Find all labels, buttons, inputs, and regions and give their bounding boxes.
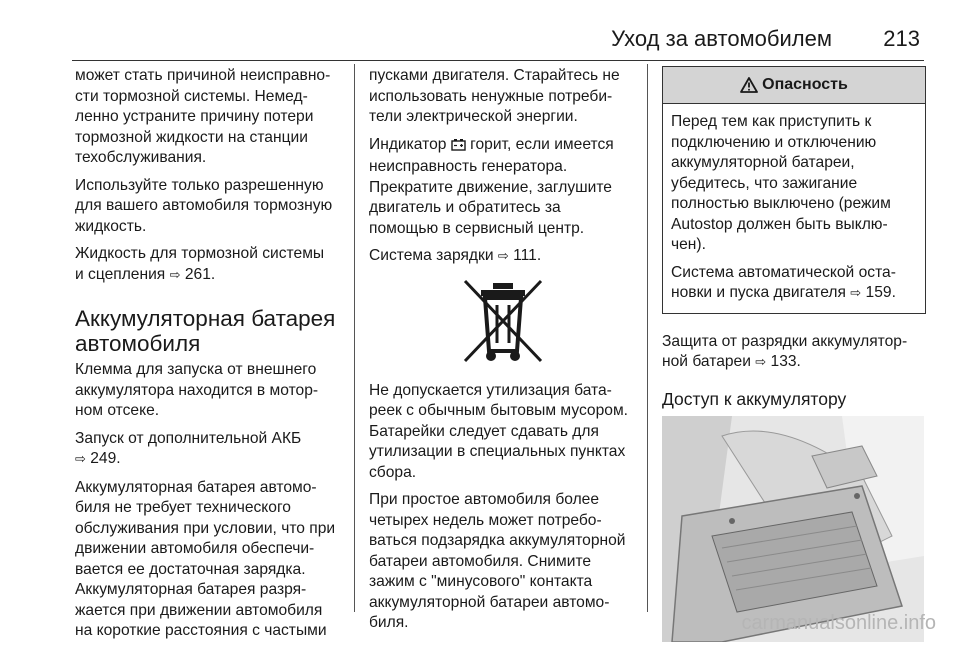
page-reference-link[interactable]: 249. (90, 450, 121, 467)
ref-arrow-icon: ⇨ (497, 249, 509, 264)
page-header (72, 22, 924, 61)
page-reference-link[interactable]: 159. (865, 284, 896, 301)
watermark: carmanualsonline.info (741, 612, 936, 634)
paragraph: Жидкость для тормозной системы и сцепления ⇨ 261. (75, 245, 325, 283)
paragraph: Система зарядки ⇨ 111. (369, 247, 542, 264)
page-number: 213 (883, 26, 920, 51)
page-reference-link[interactable]: 111. (513, 247, 542, 264)
battery-access-photo (662, 416, 924, 642)
paragraph: пусками двигателя. Старайтесь не использовать ненужные потреби- тели электрической энергии. (369, 67, 620, 125)
column-2 (369, 66, 637, 641)
paragraph: Перед тем как приступить к подключению и отключению аккумуляторной батареи, убедитесь, что зажигание полностью выключено (режим Autostop должен быть выклю- чен). (671, 113, 891, 253)
paragraph: Запуск от дополнительной АКБ ⇨ 249. (75, 429, 302, 467)
ref-arrow-icon: ⇨ (755, 355, 767, 370)
column-divider-1 (354, 64, 355, 612)
paragraph: может стать причиной неисправно- сти тормозной системы. Немед- ленно устраните причину потери тормозной жидкости на станции техобслуживания. (75, 67, 331, 166)
paragraph: Индикатор горит, если имеется неисправность генератора. Прекратите движение, заглушите двигатель и обратитесь за помощью в сервисный центр. (369, 135, 614, 237)
paragraph: Используйте только разрешенную для вашего автомобиля тормозную жидкость. (75, 176, 333, 235)
column-1 (75, 66, 345, 649)
paragraph: Защита от разрядки аккумулятор- ной батареи ⇨ 133. (662, 332, 908, 370)
paragraph: Система автоматической оста- новки и пуска двигателя ⇨ 159. (671, 263, 896, 301)
ref-arrow-icon: ⇨ (169, 267, 181, 283)
warning-box (662, 66, 926, 314)
ref-arrow-icon: ⇨ (850, 286, 862, 301)
paragraph: Не допускается утилизация бата- реек с обычным бытовым мусором. Батарейки следует сдавать для утилизации в специальных пунктах сбора. (369, 381, 628, 481)
paragraph: При простое автомобиля более четырех недель может потребо- ваться подзарядка аккумуляторной батареи автомобиля. Снимите зажим с "минусового" контакта аккумуляторной батареи автомо- биля. (369, 491, 626, 631)
ref-arrow-icon: ⇨ (75, 452, 86, 467)
crossed-bin-icon (457, 275, 549, 367)
page-reference-link[interactable]: 133. (770, 353, 801, 370)
warning-triangle-icon (740, 77, 758, 93)
recycle-symbol (369, 275, 637, 367)
battery-icon (451, 137, 466, 158)
page-reference-link[interactable]: 261. (184, 265, 216, 283)
paragraph: Клемма для запуска от внешнего аккумулятора находится в мотор- ном отсеке. (75, 361, 319, 419)
warning-body (663, 104, 925, 313)
subsection-heading: Доступ к аккумулятору (662, 388, 847, 409)
column-divider-2 (647, 64, 648, 612)
paragraph: Аккумуляторная батарея автомо- биля не требует технического обслуживания при условии, что при движении автомобиля обеспечи- вается ее достаточная зарядка. Аккумуляторная батарея разря- жается при движении автомобиля на короткие расстояния с частыми (75, 478, 336, 639)
section-heading: Аккумуляторная батарея автомобиля (75, 306, 336, 356)
page-title: Уход за автомобилем (611, 26, 832, 51)
column-3 (662, 66, 926, 642)
warning-header (663, 67, 925, 104)
warning-title: Опасность (762, 75, 848, 93)
